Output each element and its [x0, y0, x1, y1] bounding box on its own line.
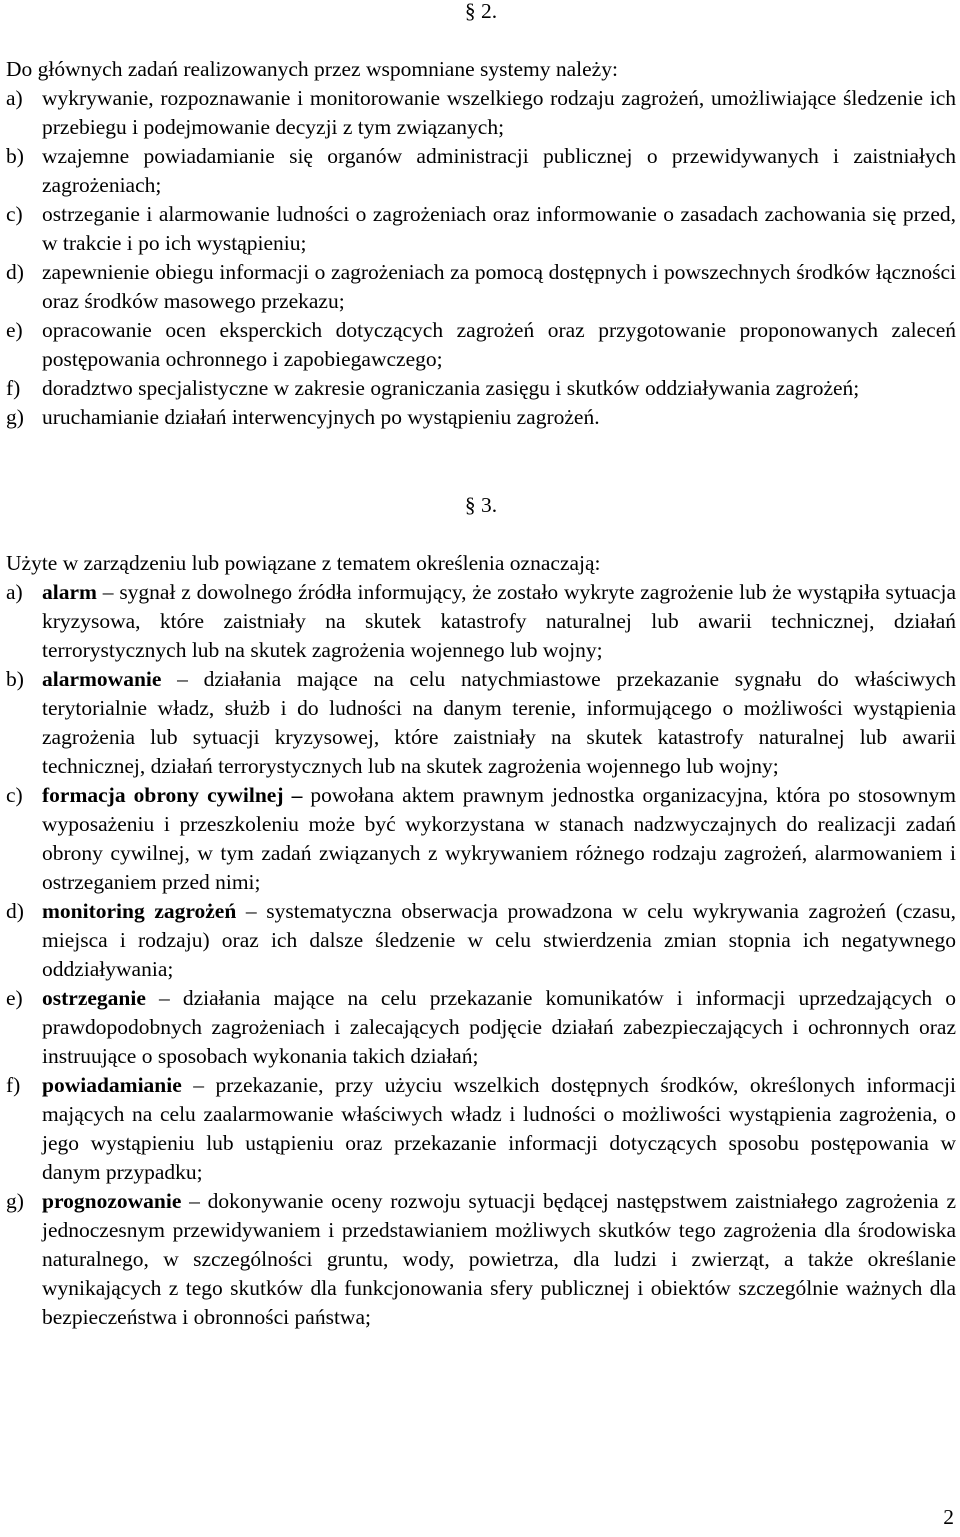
item-text: – działania mające na celu przekazanie komunikatów i informacji uprzedzających o prawdopodobnych zagrożeniach i zalecających podjęcie działań zabezpieczających i ochronnych oraz instruujące o sposobach wykonania takich działań;: [42, 986, 956, 1068]
item-marker: g): [6, 405, 24, 429]
item-text: – przekazanie, przy użyciu wszelkich dostępnych środków, określonych informacji mających na celu zaalarmowanie właściwych władz i ludności o możliwości wystąpienia zagrożenia, o jego wystąpieniu lub ustąpieniu oraz przekazanie informacji dotyczących sposobu postępowania w danym przypadku;: [42, 1073, 956, 1184]
item-marker: f): [6, 1073, 21, 1097]
item-text: uruchamianie działań interwencyjnych po wystąpieniu zagrożeń.: [42, 405, 600, 429]
list-item: [6, 1187, 956, 1332]
defined-term: powiadamianie: [42, 1073, 182, 1097]
section-2-list: [6, 84, 956, 432]
list-item: [6, 258, 956, 316]
list-item: [6, 316, 956, 374]
item-marker: g): [6, 1189, 24, 1213]
defined-term: formacja obrony cywilnej –: [42, 783, 303, 807]
section-2-intro: Do głównych zadań realizowanych przez wspomniane systemy należy:: [6, 57, 618, 81]
list-item: [6, 781, 956, 897]
item-marker: c): [6, 202, 23, 226]
list-item: [6, 403, 956, 432]
section-3-heading: § 3.: [464, 493, 498, 517]
section-2-heading: § 2.: [464, 0, 498, 23]
item-marker: a): [6, 580, 23, 604]
list-item: [6, 1071, 956, 1187]
list-item: [6, 374, 956, 403]
list-item: [6, 200, 956, 258]
item-marker: d): [6, 899, 24, 923]
item-marker: a): [6, 86, 23, 110]
defined-term: monitoring zagrożeń: [42, 899, 237, 923]
list-item: [6, 142, 956, 200]
list-item: [6, 84, 956, 142]
item-marker: c): [6, 783, 23, 807]
item-text: zapewnienie obiegu informacji o zagrożeniach za pomocą dostępnych i powszechnych środków łączności oraz środków masowego przekazu;: [42, 260, 956, 313]
defined-term: alarmowanie: [42, 667, 162, 691]
item-text: – sygnał z dowolnego źródła informujący, że zostało wykryte zagrożenie lub że wystąpiła sytuacja kryzysowa, które zaistniały na skutek katastrofy naturalnej lub awarii technicznej, działań terrorystycznych lub na skutek zagrożenia wojennego lub wojny;: [42, 580, 956, 662]
item-text: – systematyczna obserwacja prowadzona w celu wykrywania zagrożeń (czasu, miejsca i rodzaju) oraz ich dalsze śledzenie w celu stwierdzenia zmian stopnia ich negatywnego oddziaływania;: [42, 899, 956, 981]
item-marker: d): [6, 260, 24, 284]
item-text: – działania mające na celu natychmiastowe przekazanie sygnału do właściwych terytorialnie władz, służb i do ludności na danym terenie, informującego o możliwości wystąpienia zagrożenia lub sytuacji kryzysowej, które zaistniały na skutek katastrofy naturalnej lub awarii technicznej, działań terrorystycznych lub na skutek zagrożenia wojennego lub wojny;: [42, 667, 956, 778]
list-item: [6, 984, 956, 1071]
item-text: – dokonywanie oceny rozwoju sytuacji będącej następstwem zaistniałego zagrożenia z jednoczesnym przewidywaniem i przedstawianiem możliwych skutków tego zagrożenia dla środowiska naturalnego, w szczególności gruntu, wody, powietrza, dla ludzi i zwierząt, a także określanie wynikających z tego skutków dla funkcjonowania sfery publicznej i obiektów szczególnie ważnych dla bezpieczeństwa i obronności państwa;: [42, 1189, 956, 1329]
item-marker: b): [6, 144, 24, 168]
defined-term: prognozowanie: [42, 1189, 182, 1213]
list-item: [6, 665, 956, 781]
section-3-list: [6, 578, 956, 1332]
page-number: 2: [943, 1505, 954, 1529]
section-3-intro: Użyte w zarządzeniu lub powiązane z tematem określenia oznaczają:: [6, 551, 601, 575]
item-text: wzajemne powiadamianie się organów administracji publicznej o przewidywanych i zaistniałych zagrożeniach;: [42, 144, 956, 197]
defined-term: ostrzeganie: [42, 986, 146, 1010]
item-marker: e): [6, 986, 23, 1010]
item-text: ostrzeganie i alarmowanie ludności o zagrożeniach oraz informowanie o zasadach zachowania się przed, w trakcie i po ich wystąpieniu;: [42, 202, 956, 255]
item-marker: e): [6, 318, 23, 342]
list-item: [6, 578, 956, 665]
item-text: wykrywanie, rozpoznawanie i monitorowanie wszelkiego rodzaju zagrożeń, umożliwiające śledzenie ich przebiegu i podejmowanie decyzji z tym związanych;: [42, 86, 956, 139]
item-text: opracowanie ocen eksperckich dotyczących zagrożeń oraz przygotowanie proponowanych zaleceń postępowania ochronnego i zapobiegawczego;: [42, 318, 956, 371]
item-marker: b): [6, 667, 24, 691]
defined-term: alarm: [42, 580, 97, 604]
item-marker: f): [6, 376, 21, 400]
item-text: doradztwo specjalistyczne w zakresie ograniczania zasięgu i skutków oddziaływania zagrożeń;: [42, 376, 860, 400]
item-text: powołana aktem prawnym jednostka organizacyjna, która po stosownym wyposażeniu i przeszkoleniu może być wykorzystana w stanach nadzwyczajnych do realizacji zadań obrony cywilnej, w tym zadań związanych z wykrywaniem różnego rodzaju zagrożeń, alarmowaniem i ostrzeganiem przed nimi;: [42, 783, 956, 894]
list-item: [6, 897, 956, 984]
